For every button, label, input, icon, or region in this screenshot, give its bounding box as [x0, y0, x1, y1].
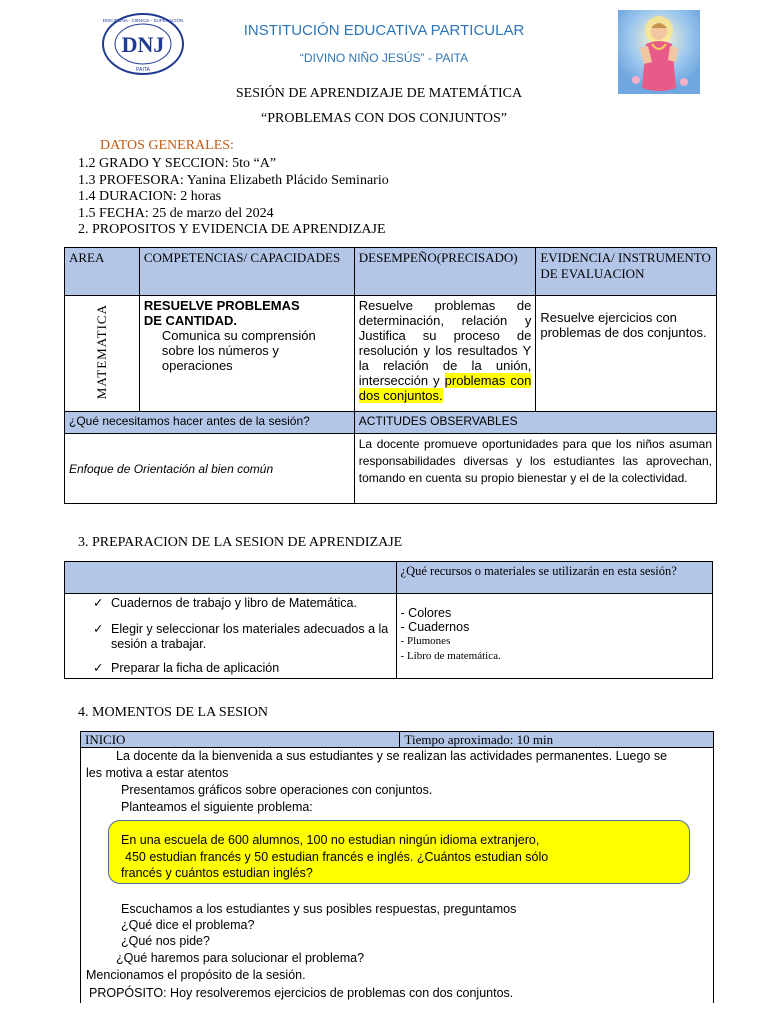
checkmark-icon: ✓ [93, 596, 104, 610]
session-title: SESIÓN DE APRENDIZAJE DE MATEMÁTICA [235, 86, 523, 101]
actitud-text: La docente promueve oportunidades para que los niños asuman responsabilidades diversas y los estudiantes las aprovechan, tomando en cuenta su propio bienestar y el de la colectividad. [354, 434, 716, 504]
header-area: AREA [65, 248, 140, 296]
tiempo-label: Tiempo aproximado: 10 min [400, 732, 714, 748]
checklist-item: ✓ Elegir y seleccionar los materiales adecuados a la sesión a trabajar. [93, 622, 389, 651]
inicio-paragraph-1b: les motiva a estar atentos [86, 766, 229, 780]
section4-heading: 4. MOMENTOS DE LA SESION [78, 705, 268, 720]
datos-fecha: 1.5 FECHA: 25 de marzo del 2024 [78, 206, 274, 221]
datos-duracion: 1.4 DURACION: 2 horas [78, 189, 222, 204]
desempeno-highlight: problemas con dos conjuntos. [358, 373, 532, 403]
problem-line-3: francés y cuántos estudian inglés? [121, 866, 313, 880]
inicio-label: INICIO [81, 732, 400, 748]
question-2: ¿Qué nos pide? [121, 934, 210, 948]
material-item: - Plumones [400, 635, 451, 647]
evidencia-text: Resuelve ejercicios con problemas de dos conjuntos. [540, 310, 707, 340]
preparation-table [64, 561, 713, 679]
material-item: - Libro de matemática. [400, 650, 501, 662]
purposes-table [64, 247, 717, 504]
school-logo [101, 12, 185, 76]
material-item: - Colores [400, 606, 452, 620]
inicio-paragraph-3: Planteamos el siguiente problema: [121, 800, 313, 814]
resources-header: ¿Qué recursos o materiales se utilizarán en esta sesión? [396, 562, 712, 594]
checkmark-icon: ✓ [93, 661, 104, 675]
institution-title: INSTITUCIÓN EDUCATIVA PARTICULAR [243, 22, 525, 39]
question-3: ¿Qué haremos para solucionar el problema? [116, 951, 365, 965]
section2-heading: 2. PROPOSITOS Y EVIDENCIA DE APRENDIZAJE [78, 222, 386, 237]
checklist-item: ✓ Preparar la ficha de aplicación [93, 661, 280, 675]
actitudes-label: ACTITUDES OBSERVABLES [354, 412, 716, 434]
inicio-paragraph-4: Escuchamos a los estudiantes y sus posibles respuestas, preguntamos [121, 902, 517, 916]
logo-initials: DNJ [121, 32, 165, 57]
datos-heading: DATOS GENERALES: [100, 138, 234, 153]
question-1: ¿Qué dice el problema? [121, 918, 255, 932]
logo-city: PAITA [136, 67, 150, 73]
datos-profesora: 1.3 PROFESORA: Yanina Elizabeth Plácido Seminario [78, 173, 389, 188]
inicio-paragraph-2: Presentamos gráficos sobre operaciones con conjuntos. [121, 783, 433, 797]
capacidad-text: Comunica su comprensión sobre los números y operaciones [161, 328, 316, 373]
section3-heading: 3. PREPARACION DE LA SESION DE APRENDIZAJE [78, 535, 403, 550]
logo-motto: DISCIPLINA - CIENCIA - SUPERACIÓN [102, 18, 184, 23]
competencia-title: RESUELVE PROBLEMAS DE CANTIDAD. [143, 298, 300, 328]
session-subtitle: “PROBLEMAS CON DOS CONJUNTOS” [261, 111, 507, 126]
datos-grado: 1.2 GRADO Y SECCION: 5to “A” [78, 156, 277, 171]
header-competencias: COMPETENCIAS/ CAPACIDADES [139, 248, 354, 296]
header-evidencia: EVIDENCIA/ INSTRUMENTO DE EVALUACION [536, 248, 717, 296]
problem-line-1: En una escuela de 600 alumnos, 100 no estudian ningún idioma extranjero, [121, 833, 540, 847]
checklist-item: ✓ Cuadernos de trabajo y libro de Matemática. [93, 596, 357, 610]
enfoque-text: Enfoque de Orientación al bien común [65, 434, 355, 504]
inicio-paragraph-1a: La docente da la bienvenida a sus estudiantes y se realizan las actividades permanentes. Luego se [116, 749, 668, 763]
desempeno-text: Resuelve problemas de determinación, relación y Justifica su proceso de resolución y los resultados Y la relación de la unión, intersección y [358, 298, 532, 388]
checkmark-icon: ✓ [93, 622, 104, 636]
header-desempeno: DESEMPEÑO(PRECISADO) [354, 248, 536, 296]
problem-line-2: 450 estudian francés y 50 estudian francés e inglés. ¿Cuántos estudian sólo [125, 850, 549, 864]
material-item: - Cuadernos [400, 620, 470, 634]
before-session-label: ¿Qué necesitamos hacer antes de la sesión? [65, 412, 355, 434]
school-name: “DIVINO NIÑO JESÚS” - PAITA [299, 51, 469, 65]
child-jesus-image [618, 10, 700, 94]
proposito-text: PROPÓSITO: Hoy resolveremos ejercicios de problemas con dos conjuntos. [89, 986, 514, 1000]
inicio-paragraph-5: Mencionamos el propósito de la sesión. [86, 968, 306, 982]
area-label: MATEMATICA [93, 303, 109, 400]
